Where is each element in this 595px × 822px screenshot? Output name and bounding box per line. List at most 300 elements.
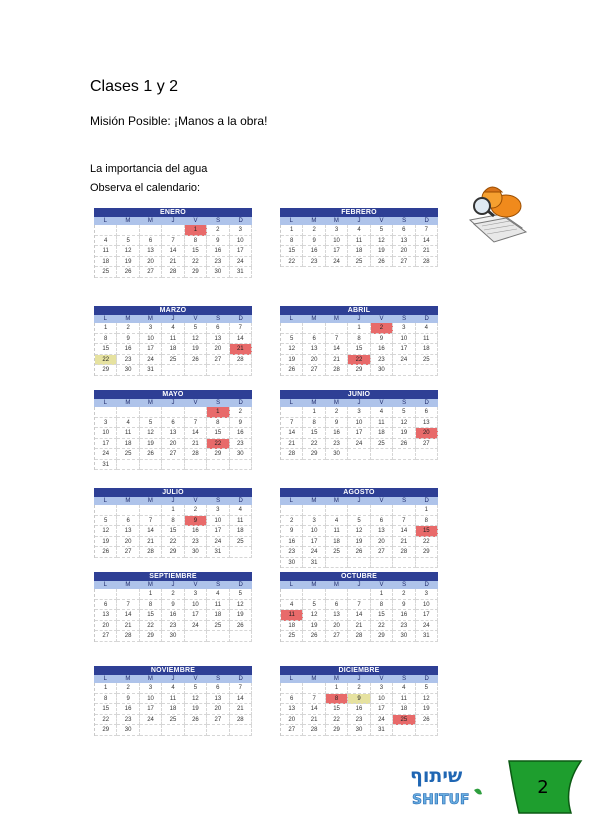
day-cell: 26 bbox=[416, 715, 438, 726]
weekday-label: V bbox=[193, 676, 198, 682]
empty-cell bbox=[207, 631, 229, 642]
empty-cell bbox=[393, 505, 415, 516]
weekday-label: M bbox=[147, 218, 153, 224]
day-cell: 26 bbox=[140, 449, 162, 460]
weekday-label: V bbox=[379, 218, 384, 224]
day-cell: 11 bbox=[230, 516, 252, 527]
day-cell: 3 bbox=[95, 418, 117, 429]
day-cell: 2 bbox=[326, 407, 348, 418]
day-grid bbox=[94, 589, 252, 642]
month-junio bbox=[280, 390, 438, 460]
empty-cell bbox=[281, 589, 303, 600]
day-cell: 10 bbox=[230, 236, 252, 247]
day-cell: 7 bbox=[230, 683, 252, 694]
day-cell: 27 bbox=[281, 725, 303, 736]
day-cell: 20 bbox=[281, 715, 303, 726]
day-cell: 3 bbox=[207, 505, 229, 516]
day-cell: 14 bbox=[281, 428, 303, 439]
day-cell: 23 bbox=[230, 439, 252, 450]
day-cell: 7 bbox=[230, 323, 252, 334]
day-cell: 21 bbox=[117, 621, 139, 632]
day-cell: 2 bbox=[117, 683, 139, 694]
weekday-label: M bbox=[147, 498, 153, 504]
day-cell: 30 bbox=[326, 449, 348, 460]
day-cell: 21 bbox=[348, 621, 370, 632]
weekday-label: M bbox=[147, 400, 153, 406]
day-cell: 14 bbox=[185, 428, 207, 439]
weekday-label: M bbox=[333, 316, 339, 322]
weekday-label: L bbox=[103, 498, 107, 504]
empty-cell bbox=[162, 225, 184, 236]
month-title: SEPTIEMBRE bbox=[94, 572, 252, 581]
day-cell: 9 bbox=[303, 236, 325, 247]
day-cell: 1 bbox=[371, 589, 393, 600]
day-cell: 12 bbox=[416, 694, 438, 705]
day-cell: 31 bbox=[416, 631, 438, 642]
day-cell: 20 bbox=[303, 355, 325, 366]
empty-cell bbox=[371, 449, 393, 460]
month-title: FEBRERO bbox=[280, 208, 438, 217]
day-cell: 27 bbox=[95, 631, 117, 642]
weekday-label: M bbox=[311, 498, 317, 504]
weekday-label: M bbox=[311, 316, 317, 322]
day-cell: 17 bbox=[393, 344, 415, 355]
weekday-label: V bbox=[379, 400, 384, 406]
day-cell: 4 bbox=[371, 407, 393, 418]
day-cell: 27 bbox=[326, 631, 348, 642]
day-cell: 12 bbox=[117, 246, 139, 257]
day-cell: 8 bbox=[348, 334, 370, 345]
day-cell: 5 bbox=[140, 418, 162, 429]
day-cell: 8 bbox=[281, 236, 303, 247]
day-cell: 14 bbox=[303, 704, 325, 715]
day-cell: 19 bbox=[281, 355, 303, 366]
weekday-label: J bbox=[171, 676, 175, 682]
day-cell: 11 bbox=[416, 334, 438, 345]
day-cell: 28 bbox=[348, 631, 370, 642]
day-cell: 10 bbox=[95, 428, 117, 439]
day-cell: 28 bbox=[303, 725, 325, 736]
day-cell: 29 bbox=[95, 365, 117, 376]
day-cell: 26 bbox=[371, 257, 393, 268]
weekday-header bbox=[280, 315, 438, 323]
day-cell: 1 bbox=[326, 683, 348, 694]
day-cell: 4 bbox=[326, 516, 348, 527]
day-cell: 21 bbox=[393, 537, 415, 548]
weekday-label: M bbox=[125, 582, 131, 588]
mission-subtitle: Misión Posible: ¡Manos a la obra! bbox=[90, 114, 268, 128]
weekday-label: V bbox=[379, 316, 384, 322]
day-cell: 31 bbox=[95, 460, 117, 471]
topic-text: La importancia del agua bbox=[90, 163, 208, 175]
day-cell: 6 bbox=[95, 600, 117, 611]
day-cell: 30 bbox=[371, 365, 393, 376]
weekday-label: M bbox=[125, 316, 131, 322]
weekday-label: S bbox=[216, 676, 221, 682]
day-cell: 6 bbox=[207, 683, 229, 694]
day-cell: 29 bbox=[207, 449, 229, 460]
empty-cell bbox=[95, 589, 117, 600]
weekday-label: V bbox=[193, 316, 198, 322]
weekday-label: M bbox=[333, 676, 339, 682]
day-cell: 19 bbox=[416, 704, 438, 715]
weekday-header bbox=[94, 217, 252, 225]
day-cell: 4 bbox=[207, 589, 229, 600]
instruction-text: Observa el calendario: bbox=[90, 182, 201, 194]
day-cell: 15 bbox=[416, 526, 438, 537]
day-cell: 24 bbox=[207, 537, 229, 548]
empty-cell bbox=[185, 725, 207, 736]
day-cell: 23 bbox=[371, 355, 393, 366]
day-cell: 18 bbox=[162, 344, 184, 355]
day-cell: 19 bbox=[185, 344, 207, 355]
day-cell: 21 bbox=[303, 715, 325, 726]
day-cell: 30 bbox=[348, 725, 370, 736]
day-cell: 22 bbox=[162, 537, 184, 548]
day-cell: 5 bbox=[230, 589, 252, 600]
empty-cell bbox=[326, 505, 348, 516]
empty-cell bbox=[371, 505, 393, 516]
day-cell: 16 bbox=[117, 344, 139, 355]
day-cell: 7 bbox=[348, 600, 370, 611]
month-julio bbox=[94, 488, 252, 558]
weekday-label: D bbox=[424, 316, 429, 322]
day-cell: 21 bbox=[162, 257, 184, 268]
empty-cell bbox=[326, 558, 348, 569]
month-title: JUNIO bbox=[280, 390, 438, 399]
empty-cell bbox=[303, 505, 325, 516]
day-cell: 21 bbox=[140, 537, 162, 548]
day-cell: 13 bbox=[371, 526, 393, 537]
weekday-label: S bbox=[402, 218, 407, 224]
month-title: MAYO bbox=[94, 390, 252, 399]
weekday-label: S bbox=[216, 218, 221, 224]
day-cell: 17 bbox=[207, 526, 229, 537]
day-cell: 31 bbox=[207, 547, 229, 558]
empty-cell bbox=[162, 407, 184, 418]
day-cell: 14 bbox=[162, 246, 184, 257]
day-cell: 2 bbox=[348, 683, 370, 694]
empty-cell bbox=[185, 365, 207, 376]
month-title: ENERO bbox=[94, 208, 252, 217]
day-cell: 17 bbox=[95, 439, 117, 450]
day-cell: 8 bbox=[140, 600, 162, 611]
empty-cell bbox=[281, 683, 303, 694]
day-cell: 24 bbox=[230, 257, 252, 268]
weekday-label: V bbox=[193, 218, 198, 224]
day-cell: 29 bbox=[162, 547, 184, 558]
day-cell: 14 bbox=[117, 610, 139, 621]
day-grid bbox=[280, 505, 438, 568]
day-cell: 16 bbox=[393, 610, 415, 621]
page-title: Clases 1 y 2 bbox=[90, 78, 179, 95]
empty-cell bbox=[140, 407, 162, 418]
day-cell: 6 bbox=[416, 407, 438, 418]
weekday-label: D bbox=[238, 218, 243, 224]
day-cell: 10 bbox=[207, 516, 229, 527]
day-cell: 2 bbox=[371, 323, 393, 334]
empty-cell bbox=[371, 558, 393, 569]
day-cell: 20 bbox=[393, 246, 415, 257]
day-cell: 21 bbox=[326, 355, 348, 366]
empty-cell bbox=[95, 225, 117, 236]
day-cell: 17 bbox=[416, 610, 438, 621]
day-cell: 30 bbox=[281, 558, 303, 569]
day-cell: 21 bbox=[185, 439, 207, 450]
day-grid bbox=[280, 407, 438, 460]
day-cell: 3 bbox=[393, 323, 415, 334]
month-title: ABRIL bbox=[280, 306, 438, 315]
day-cell: 18 bbox=[117, 439, 139, 450]
weekday-label: M bbox=[147, 582, 153, 588]
empty-cell bbox=[326, 323, 348, 334]
weekday-header bbox=[280, 217, 438, 225]
day-cell: 29 bbox=[95, 725, 117, 736]
day-grid bbox=[94, 323, 252, 376]
day-cell: 9 bbox=[393, 600, 415, 611]
day-cell: 28 bbox=[230, 355, 252, 366]
day-cell: 30 bbox=[230, 449, 252, 460]
day-cell: 6 bbox=[162, 418, 184, 429]
weekday-label: M bbox=[125, 676, 131, 682]
page-number-badge bbox=[505, 757, 585, 817]
day-cell: 24 bbox=[416, 621, 438, 632]
day-cell: 23 bbox=[348, 715, 370, 726]
day-cell: 18 bbox=[281, 621, 303, 632]
day-cell: 15 bbox=[281, 246, 303, 257]
day-cell: 9 bbox=[230, 418, 252, 429]
day-cell: 14 bbox=[326, 344, 348, 355]
day-cell: 30 bbox=[393, 631, 415, 642]
day-cell: 11 bbox=[326, 526, 348, 537]
empty-cell bbox=[230, 547, 252, 558]
weekday-label: J bbox=[171, 316, 175, 322]
empty-cell bbox=[230, 725, 252, 736]
day-grid bbox=[94, 683, 252, 736]
day-cell: 22 bbox=[140, 621, 162, 632]
weekday-label: L bbox=[289, 400, 293, 406]
day-cell: 23 bbox=[117, 355, 139, 366]
day-cell: 12 bbox=[371, 236, 393, 247]
day-cell: 26 bbox=[117, 267, 139, 278]
day-cell: 15 bbox=[95, 344, 117, 355]
empty-cell bbox=[117, 589, 139, 600]
day-cell: 22 bbox=[303, 439, 325, 450]
day-cell: 26 bbox=[185, 355, 207, 366]
weekday-label: L bbox=[289, 218, 293, 224]
day-cell: 19 bbox=[303, 621, 325, 632]
detective-magnifier-icon bbox=[462, 180, 532, 246]
day-cell: 28 bbox=[162, 267, 184, 278]
day-cell: 13 bbox=[117, 526, 139, 537]
day-cell: 16 bbox=[303, 246, 325, 257]
weekday-label: J bbox=[357, 676, 361, 682]
day-cell: 29 bbox=[416, 547, 438, 558]
month-title: MARZO bbox=[94, 306, 252, 315]
day-cell: 29 bbox=[348, 365, 370, 376]
month-title: NOVIEMBRE bbox=[94, 666, 252, 675]
day-cell: 1 bbox=[185, 225, 207, 236]
weekday-label: S bbox=[216, 316, 221, 322]
day-grid bbox=[280, 683, 438, 736]
day-cell: 7 bbox=[185, 418, 207, 429]
empty-cell bbox=[348, 558, 370, 569]
weekday-label: J bbox=[171, 498, 175, 504]
day-cell: 6 bbox=[140, 236, 162, 247]
day-cell: 23 bbox=[393, 621, 415, 632]
day-cell: 2 bbox=[281, 516, 303, 527]
day-cell: 28 bbox=[416, 257, 438, 268]
day-cell: 24 bbox=[185, 621, 207, 632]
day-cell: 4 bbox=[95, 236, 117, 247]
day-cell: 11 bbox=[371, 418, 393, 429]
day-cell: 9 bbox=[117, 334, 139, 345]
day-cell: 28 bbox=[326, 365, 348, 376]
day-cell: 20 bbox=[207, 344, 229, 355]
day-cell: 25 bbox=[207, 621, 229, 632]
day-grid bbox=[280, 225, 438, 267]
day-cell: 16 bbox=[348, 704, 370, 715]
weekday-header bbox=[280, 675, 438, 683]
day-cell: 13 bbox=[207, 334, 229, 345]
day-cell: 1 bbox=[162, 505, 184, 516]
day-cell: 15 bbox=[207, 428, 229, 439]
weekday-label: V bbox=[193, 400, 198, 406]
empty-cell bbox=[416, 365, 438, 376]
day-cell: 18 bbox=[326, 537, 348, 548]
day-cell: 13 bbox=[416, 418, 438, 429]
day-cell: 27 bbox=[207, 715, 229, 726]
day-cell: 1 bbox=[281, 225, 303, 236]
day-cell: 12 bbox=[230, 600, 252, 611]
day-cell: 12 bbox=[95, 526, 117, 537]
day-cell: 25 bbox=[230, 537, 252, 548]
weekday-label: J bbox=[171, 582, 175, 588]
weekday-label: V bbox=[379, 582, 384, 588]
day-cell: 5 bbox=[416, 683, 438, 694]
day-cell: 13 bbox=[95, 610, 117, 621]
day-cell: 10 bbox=[393, 334, 415, 345]
day-cell: 6 bbox=[326, 600, 348, 611]
weekday-label: L bbox=[289, 582, 293, 588]
day-cell: 29 bbox=[140, 631, 162, 642]
day-cell: 19 bbox=[348, 537, 370, 548]
empty-cell bbox=[95, 407, 117, 418]
day-cell: 4 bbox=[416, 323, 438, 334]
day-cell: 4 bbox=[348, 225, 370, 236]
day-cell: 27 bbox=[162, 449, 184, 460]
day-cell: 16 bbox=[371, 344, 393, 355]
day-cell: 12 bbox=[393, 418, 415, 429]
day-cell: 15 bbox=[140, 610, 162, 621]
month-noviembre bbox=[94, 666, 252, 736]
day-cell: 10 bbox=[140, 694, 162, 705]
day-cell: 11 bbox=[162, 334, 184, 345]
day-cell: 19 bbox=[185, 704, 207, 715]
day-cell: 24 bbox=[371, 715, 393, 726]
weekday-header bbox=[280, 581, 438, 589]
svg-text:SHITUF: SHITUF bbox=[412, 792, 470, 808]
weekday-label: J bbox=[357, 316, 361, 322]
day-cell: 8 bbox=[371, 600, 393, 611]
weekday-label: D bbox=[238, 400, 243, 406]
day-cell: 19 bbox=[95, 537, 117, 548]
month-agosto bbox=[280, 488, 438, 568]
day-cell: 30 bbox=[117, 365, 139, 376]
day-cell: 8 bbox=[95, 694, 117, 705]
day-cell: 1 bbox=[348, 323, 370, 334]
day-cell: 13 bbox=[281, 704, 303, 715]
day-cell: 27 bbox=[371, 547, 393, 558]
day-cell: 8 bbox=[162, 516, 184, 527]
day-cell: 12 bbox=[348, 526, 370, 537]
day-cell: 7 bbox=[162, 236, 184, 247]
day-cell: 13 bbox=[140, 246, 162, 257]
day-cell: 21 bbox=[416, 246, 438, 257]
empty-cell bbox=[348, 505, 370, 516]
weekday-label: J bbox=[357, 400, 361, 406]
weekday-label: L bbox=[103, 676, 107, 682]
day-cell: 10 bbox=[303, 526, 325, 537]
day-cell: 6 bbox=[303, 334, 325, 345]
day-cell: 31 bbox=[140, 365, 162, 376]
empty-cell bbox=[303, 589, 325, 600]
day-cell: 31 bbox=[230, 267, 252, 278]
day-cell: 17 bbox=[230, 246, 252, 257]
day-cell: 11 bbox=[117, 428, 139, 439]
month-septiembre bbox=[94, 572, 252, 642]
month-enero bbox=[94, 208, 252, 278]
day-cell: 9 bbox=[117, 694, 139, 705]
day-cell: 3 bbox=[371, 683, 393, 694]
weekday-label: S bbox=[402, 582, 407, 588]
weekday-label: L bbox=[103, 582, 107, 588]
day-cell: 7 bbox=[393, 516, 415, 527]
empty-cell bbox=[416, 558, 438, 569]
day-cell: 11 bbox=[95, 246, 117, 257]
day-cell: 8 bbox=[416, 516, 438, 527]
day-cell: 18 bbox=[95, 257, 117, 268]
weekday-label: M bbox=[125, 400, 131, 406]
day-cell: 2 bbox=[230, 407, 252, 418]
month-title: AGOSTO bbox=[280, 488, 438, 497]
weekday-label: L bbox=[289, 676, 293, 682]
weekday-label: M bbox=[311, 582, 317, 588]
weekday-label: D bbox=[238, 676, 243, 682]
day-cell: 10 bbox=[185, 600, 207, 611]
empty-cell bbox=[393, 365, 415, 376]
day-cell: 27 bbox=[393, 257, 415, 268]
day-cell: 28 bbox=[230, 715, 252, 726]
day-cell: 7 bbox=[416, 225, 438, 236]
day-cell: 15 bbox=[95, 704, 117, 715]
day-cell: 18 bbox=[207, 610, 229, 621]
day-cell: 23 bbox=[207, 257, 229, 268]
day-cell: 5 bbox=[185, 323, 207, 334]
day-cell: 6 bbox=[207, 323, 229, 334]
empty-cell bbox=[393, 725, 415, 736]
page-number: 2 bbox=[537, 777, 549, 798]
day-cell: 12 bbox=[281, 344, 303, 355]
day-cell: 7 bbox=[117, 600, 139, 611]
weekday-label: J bbox=[357, 498, 361, 504]
weekday-label: M bbox=[311, 676, 317, 682]
day-cell: 30 bbox=[162, 631, 184, 642]
weekday-header bbox=[94, 581, 252, 589]
day-cell: 29 bbox=[326, 725, 348, 736]
day-cell: 8 bbox=[185, 236, 207, 247]
day-cell: 16 bbox=[230, 428, 252, 439]
